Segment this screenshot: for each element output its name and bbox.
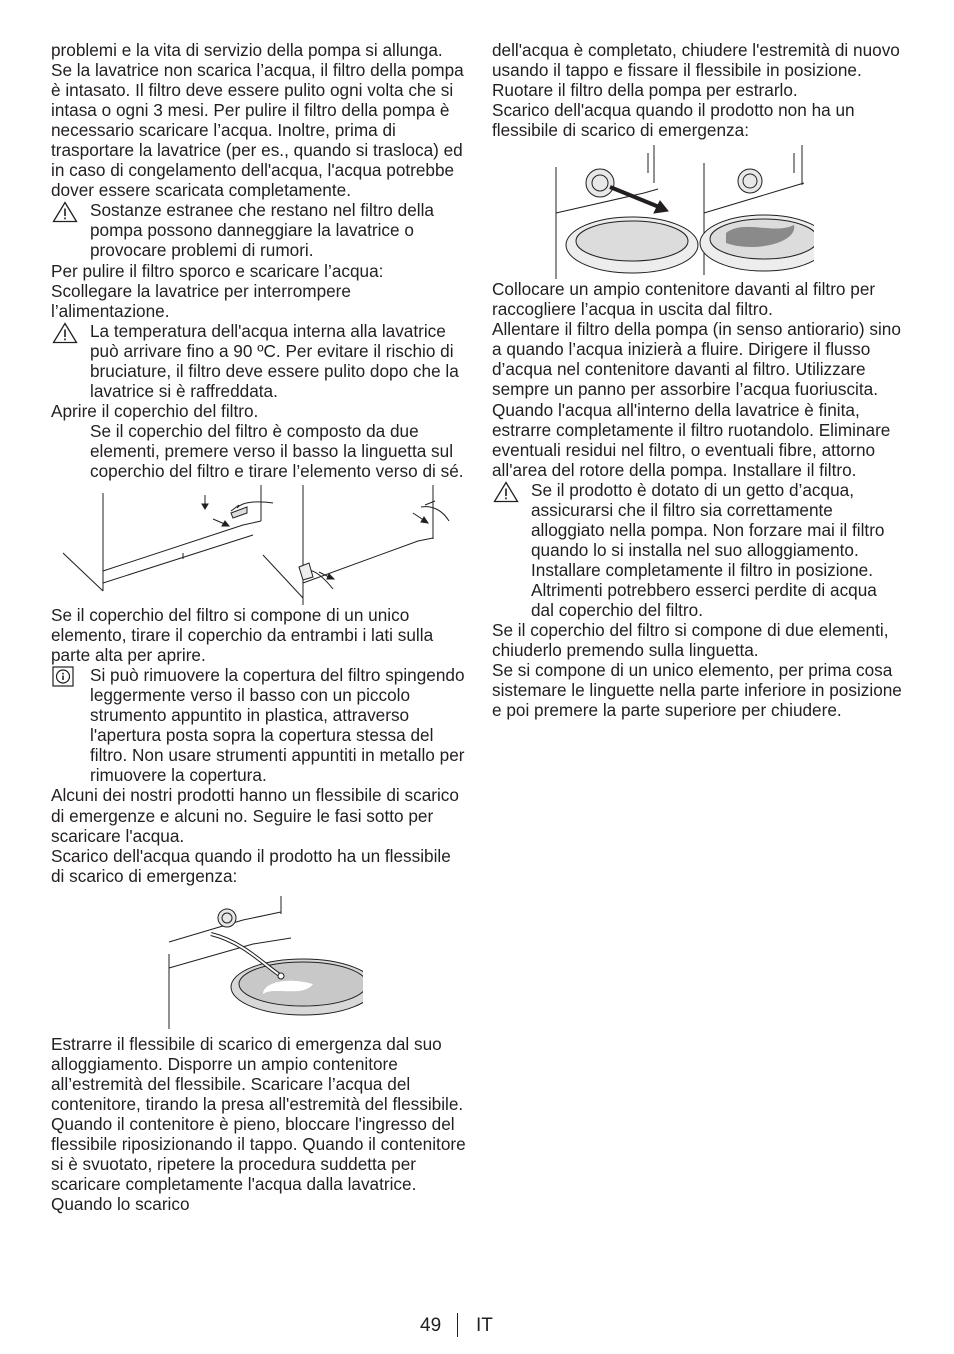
paragraph: Scarico dell'acqua quando il prodotto non ha un flessibile di scarico di emergenza: xyxy=(492,100,855,141)
left-column xyxy=(51,40,466,1214)
warning-triangle-icon xyxy=(493,481,519,503)
info-note xyxy=(51,665,466,785)
drain-without-hose-illustration xyxy=(554,143,814,279)
filter-cover-illustration xyxy=(63,483,463,605)
language-code: IT xyxy=(476,1315,493,1336)
warning-note xyxy=(51,200,466,260)
right-column xyxy=(492,40,902,720)
page-footer xyxy=(0,1313,954,1343)
warning-triangle-icon xyxy=(52,322,78,344)
paragraph: Se il coperchio del filtro si compone di due elementi, chiuderlo premendo sulla linguetta. xyxy=(492,620,889,661)
paragraph: Aprire il coperchio del filtro. xyxy=(51,400,259,421)
paragraph: Scollegare la lavatrice per interrompere l’alimentazione. xyxy=(51,280,351,321)
info-icon xyxy=(52,666,74,687)
warning-text: La temperatura dell'acqua interna alla lavatrice può arrivare fino a 90 ºC. Per evitare il rischio di bruciature, il filtro deve essere pulito dopo che la lavatrice si è raffreddata. xyxy=(90,320,459,401)
warning-text: Sostanze estranee che restano nel filtro della pompa possono danneggiare la lavatrice o provocare problemi di rumori. xyxy=(90,200,434,261)
warning-text: Se il prodotto è dotato di un getto d’acqua, assicurarsi che il filtro sia correttamente alloggiato nella pompa. Non forzare mai il filtro quando lo si installa nel suo alloggiamento. Installare completamente il filtro in posizione. Altrimenti potrebbero esserci perdite di acqua dal coperchio del filtro. xyxy=(531,479,885,620)
paragraph: Se si compone di un unico elemento, per prima cosa sistemare le linguette nella parte inferiore in posizione e poi premere la parte superiore per chiudere. xyxy=(492,660,902,721)
warning-note xyxy=(492,480,902,620)
emergency-hose-illustration xyxy=(163,894,363,1034)
paragraph: Se il coperchio del filtro si compone di un unico elemento, tirare il coperchio da entrambi i lati sulla parte alta per aprire. xyxy=(51,605,434,666)
paragraph: dell'acqua è completato, chiudere l'estremità di nuovo usando il tappo e fissare il flessibile in posizione. Ruotare il filtro della pompa per estrarlo. xyxy=(492,40,900,101)
paragraph: Estrarre il flessibile di scarico di emergenza dal suo alloggiamento. Disporre un ampio contenitore all’estremità del flessibile. Scaricare l’acqua del contenitore, tirando la presa all'estremità del flessibile. Quando il contenitore è pieno, bloccare l'ingresso del flessibile riposizionando il tappo. Quando il contenitore si è svuotato, ripetere la procedura suddetta per scaricare completamente l'acqua dalla lavatrice. Quando lo scarico xyxy=(51,1033,466,1215)
paragraph: Collocare un ampio contenitore davanti al filtro per raccogliere l’acqua in uscita dal filtro. xyxy=(492,279,876,320)
paragraph: Scarico dell'acqua quando il prodotto ha un flessibile di scarico di emergenza: xyxy=(51,845,451,886)
paragraph-indented: Se il coperchio del filtro è composto da due elementi, premere verso il basso la linguetta sul coperchio del filtro e tirare l’elemento verso di sé. xyxy=(90,420,464,481)
paragraph: Per pulire il filtro sporco e scaricare l’acqua: xyxy=(51,260,384,281)
info-text: Si può rimuovere la copertura del filtro spingendo leggermente verso il basso con un piccolo strumento appuntito in plastica, attraverso l'apertura posta sopra la copertura stessa del filtro. Non usare strumenti appuntiti in metallo per rimuovere la copertura. xyxy=(90,665,465,786)
page-number: 49 xyxy=(420,1315,442,1336)
paragraph: Se la lavatrice non scarica l’acqua, il filtro della pompa è intasato. Il filtro deve essere pulito ogni volta che si intasa o ogni 3 mesi. Per pulire il filtro della pompa è necessario scaricare l’acqua. Inoltre, prima di trasportare la lavatrice (per es., quando si trasloca) ed in caso di congelamento dell'acqua, l'acqua potrebbe dover essere scaricata completamente. xyxy=(51,60,464,201)
paragraph: Alcuni dei nostri prodotti hanno un flessibile di scarico di emergenze e alcuni no. Seguire le fasi sotto per scaricare l'acqua. xyxy=(51,785,459,846)
paragraph: problemi e la vita di servizio della pompa si allunga. xyxy=(51,40,443,60)
warning-note xyxy=(51,321,466,401)
warning-triangle-icon xyxy=(52,201,78,223)
paragraph: Allentare il filtro della pompa (in senso antiorario) sino a quando l’acqua inizierà a fluire. Dirigere il flusso d’acqua nel contenitore davanti al filtro. Utilizzare sempre un panno per assorbire l’acqua fuoriuscita. Quando l'acqua all'interno della lavatrice è finita, estrarre completamente il filtro ruotandolo. Eliminare eventuali residui nel filtro, o eventuali fibre, attorno all'area del rotore della pompa. Installare il filtro. xyxy=(492,319,901,480)
footer-divider xyxy=(457,1313,458,1337)
